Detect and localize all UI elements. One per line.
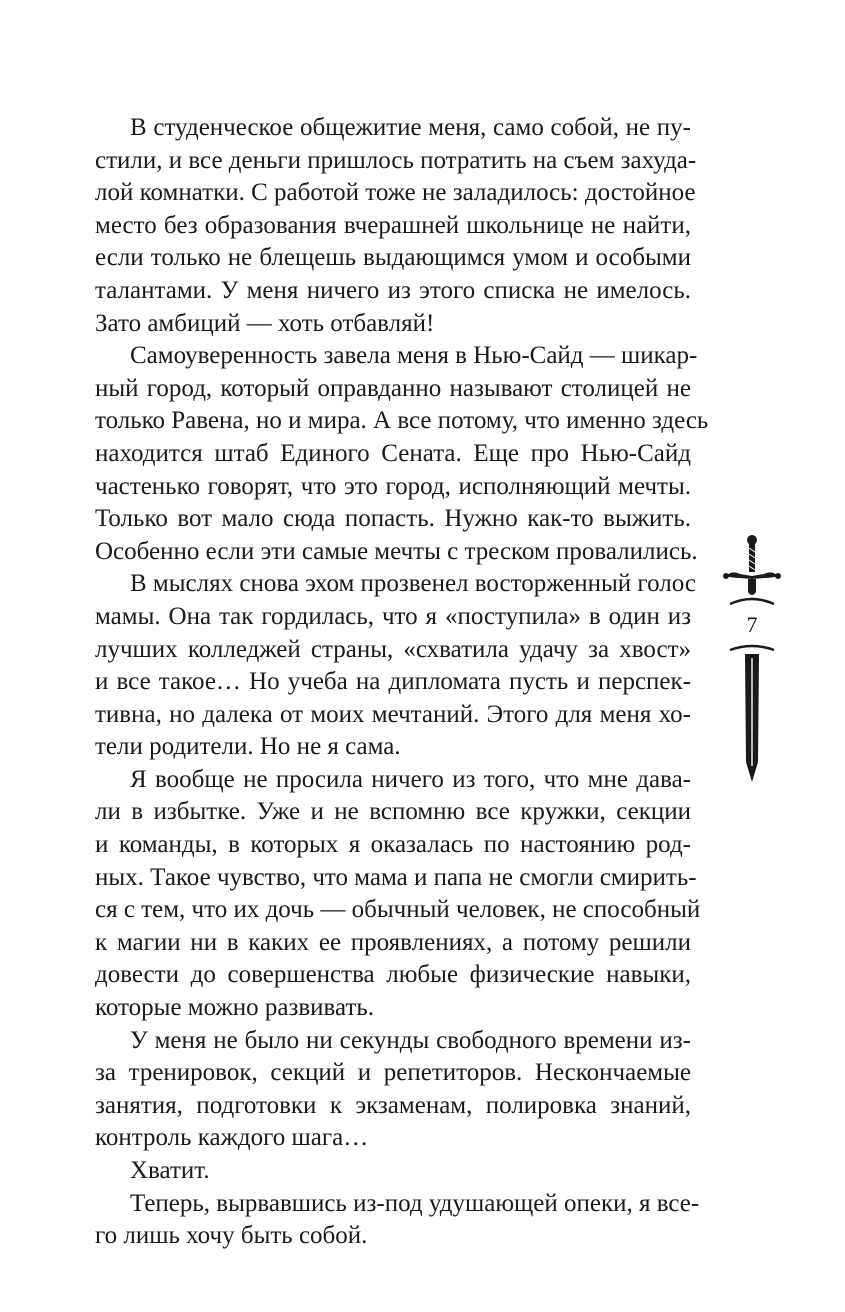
text-line: находится штаб Единого Сената. Еще про Нью-Сайд [95, 439, 691, 467]
text-line: ный город, который оправданно называют столицей не [95, 374, 691, 402]
text-line: стили, и все деньги пришлось потратить на съем захуда- [95, 146, 697, 174]
text-line: тивна, но далека от моих мечтаний. Этого для меня хо- [95, 700, 691, 728]
text-line: только Равена, но и мира. А все потому, что именно здесь [95, 407, 709, 435]
text-line: ся с тем, что их дочь — обычный человек, не способный [95, 896, 701, 924]
text-line: Хватит. [130, 1157, 210, 1184]
text-line: лучших колледжей страны, «схватила удачу за хвост» [95, 635, 691, 663]
page-number: 7 [746, 612, 758, 637]
text-line: которые можно развивать. [95, 994, 375, 1022]
text-line: частенько говорят, что это город, исполняющий мечты. [95, 472, 691, 500]
text-line: ных. Такое чувство, что мама и папа не смогли смирить- [95, 863, 697, 891]
text-line: если только не блещешь выдающимся умом и особыми [95, 244, 691, 272]
text-line: Особенно если эти самые мечты с треском провалились. [95, 537, 698, 565]
text-line: Теперь, вырвавшись из-под удушающей опеки, я все- [130, 1189, 700, 1217]
text-line: талантами. У меня ничего из этого списка не имелось. [95, 276, 691, 304]
text-line: Самоуверенность завела меня в Нью-Сайд — шикар- [130, 342, 698, 370]
text-line: лой комнатки. С работой тоже не заладилось: достойное [95, 179, 696, 207]
text-line: тели родители. Но не я сама. [95, 733, 401, 761]
text-line: и все такое… Но учеба на дипломата пусть и перспек- [95, 668, 691, 696]
text-line: место без образования вчерашней школьнице не найти, [95, 211, 691, 239]
page-ornament [722, 532, 782, 782]
text-line: У меня не было ни секунды свободного времени из- [130, 1026, 691, 1054]
text-line: контроль каждого шага… [95, 1124, 369, 1152]
text-line: Только вот мало сюда попасть. Нужно как-то выжить. [95, 505, 691, 533]
text-line: В мыслях снова эхом прозвенел восторженный голос [130, 570, 696, 598]
text-line: Я вообще не просила ничего из того, что мне дава- [130, 765, 691, 793]
text-line: В студенческое общежитие меня, само собой, не пу- [130, 114, 691, 141]
text-line: к магии ни в каких ее проявлениях, а потому решили [95, 928, 691, 956]
text-line: ли в избытке. Уже и не вспомню все кружки, секции [95, 798, 691, 826]
text-line: за тренировок, секций и репетиторов. Нескончаемые [95, 1059, 691, 1087]
body-text [95, 112, 709, 1253]
sword-blade-icon [722, 644, 782, 784]
text-line: мамы. Она так гордилась, что я «поступила» в один из [95, 602, 691, 630]
text-line: довести до совершенства любые физические навыки, [95, 961, 691, 989]
text-line: го лишь хочу быть собой. [95, 1222, 368, 1250]
text-line: и команды, в которых я оказалась по настоянию род- [95, 831, 691, 859]
text-line: Зато амбиций — хоть отбавляй! [95, 309, 435, 337]
sword-hilt-icon [722, 532, 782, 612]
text-line: занятия, подготовки к экзаменам, полировка знаний, [95, 1091, 691, 1119]
